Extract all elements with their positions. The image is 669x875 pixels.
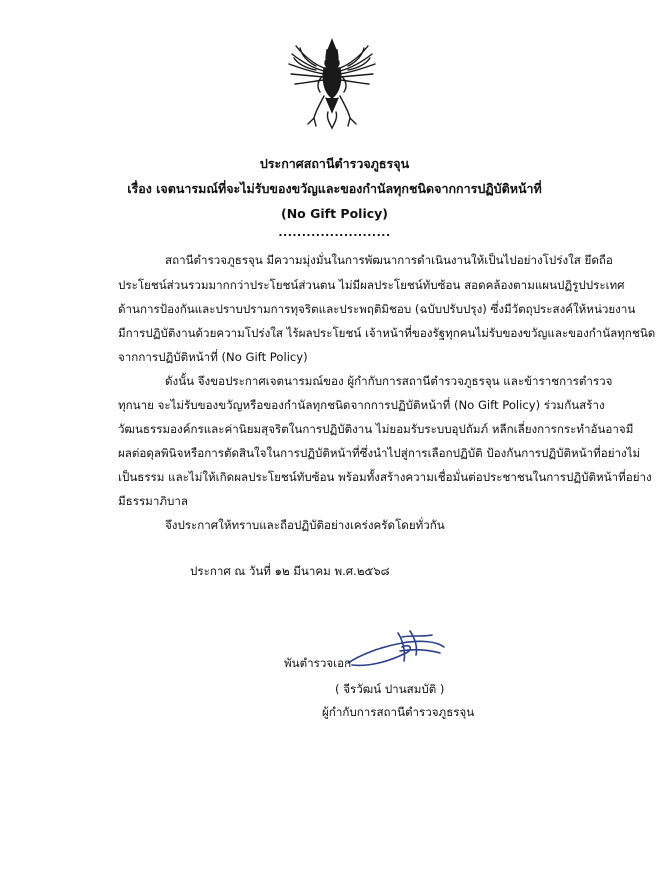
paragraph2-line: มีธรรมาภิบาล bbox=[118, 494, 188, 508]
signatory-name: ( จีรวัฒน์ ปานสมบัติ ) bbox=[335, 682, 445, 696]
paragraph3: จึงประกาศให้ทราบและถือปฏิบัติอย่างเคร่งครัดโดยทั่วกัน bbox=[165, 518, 445, 532]
title-separator: ........................ bbox=[278, 226, 391, 239]
signatory-rank: พันตำรวจเอก bbox=[284, 656, 352, 670]
signatory-position: ผู้กำกับการสถานีตำรวจภูธรจุน bbox=[322, 705, 475, 719]
announcement-subject: เรื่อง เจตนารมณ์ที่จะไม่รับของขวัญและของกำนัลทุกชนิดจากการปฏิบัติหน้าที่ bbox=[127, 181, 542, 196]
announcement-date: ประกาศ ณ วันที่ ๑๒ มีนาคม พ.ศ.๒๕๖๘ bbox=[190, 564, 390, 578]
paragraph1-line: ประโยชน์ส่วนรวมมากกว่าประโยชน์ส่วนตน ไม่มีผลประโยชน์ทับซ้อน สอดคล้องตามแผนปฏิรูปประเทศ bbox=[118, 278, 625, 292]
garuda-emblem-icon bbox=[286, 38, 378, 130]
paragraph2-line: เป็นธรรม และไม่ให้เกิดผลประโยชน์ทับซ้อน พร้อมทั้งสร้างความเชื่อมั่นต่อประชาชนในการปฏิบัติหน้าที่อย่าง bbox=[118, 470, 652, 484]
paragraph1-line: ด้านการป้องกันและปราบปรามการทุจริตและประพฤติมิชอบ (ฉบับปรับปรุง) ซึ่งมีวัตถุประสงค์ให้หน่วยงาน bbox=[118, 302, 636, 316]
handwritten-signature-icon bbox=[340, 625, 450, 677]
paragraph2-line: ดังนั้น จึงขอประกาศเจตนารมณ์ของ ผู้กำกับการสถานีตำรวจภูธรจุน และข้าราชการตำรวจ bbox=[165, 374, 613, 388]
paragraph1-line: สถานีตำรวจภูธรจุน มีความมุ่งมั่นในการพัฒนาการดำเนินงานให้เป็นไปอย่างโปร่งใส ยึดถือ bbox=[165, 253, 613, 267]
paragraph1-line: จากการปฏิบัติหน้าที่ (No Gift Policy) bbox=[118, 350, 308, 364]
announcement-title: ประกาศสถานีตำรวจภูธรจุน bbox=[259, 156, 410, 171]
policy-name: (No Gift Policy) bbox=[280, 206, 388, 221]
paragraph1-line: มีการปฏิบัติงานด้วยความโปร่งใส ไร้ผลประโยชน์ เจ้าหน้าที่ของรัฐทุกคนไม่รับของขวัญและของกำนัลทุกชนิด bbox=[118, 326, 656, 340]
paragraph2-line: ทุกนาย จะไม่รับของขวัญหรือของกำนัลทุกชนิดจากการปฏิบัติหน้าที่ (No Gift Policy) ร่วมกันสร้าง bbox=[118, 398, 605, 412]
paragraph2-line: วัฒนธรรมองค์กรและค่านิยมสุจริตในการปฏิบัติงาน ไม่ยอมรับระบบอุปถัมภ์ หลีกเลี่ยงการกระทำอันอาจมี bbox=[118, 422, 634, 436]
paragraph2-line: ผลต่อดุลพินิจหรือการตัดสินใจในการปฏิบัติหน้าที่ซึ่งนำไปสู่การเลือกปฏิบัติ ป้องกันการปฏิบัติหน้าที่อย่างไม่ bbox=[118, 446, 641, 460]
